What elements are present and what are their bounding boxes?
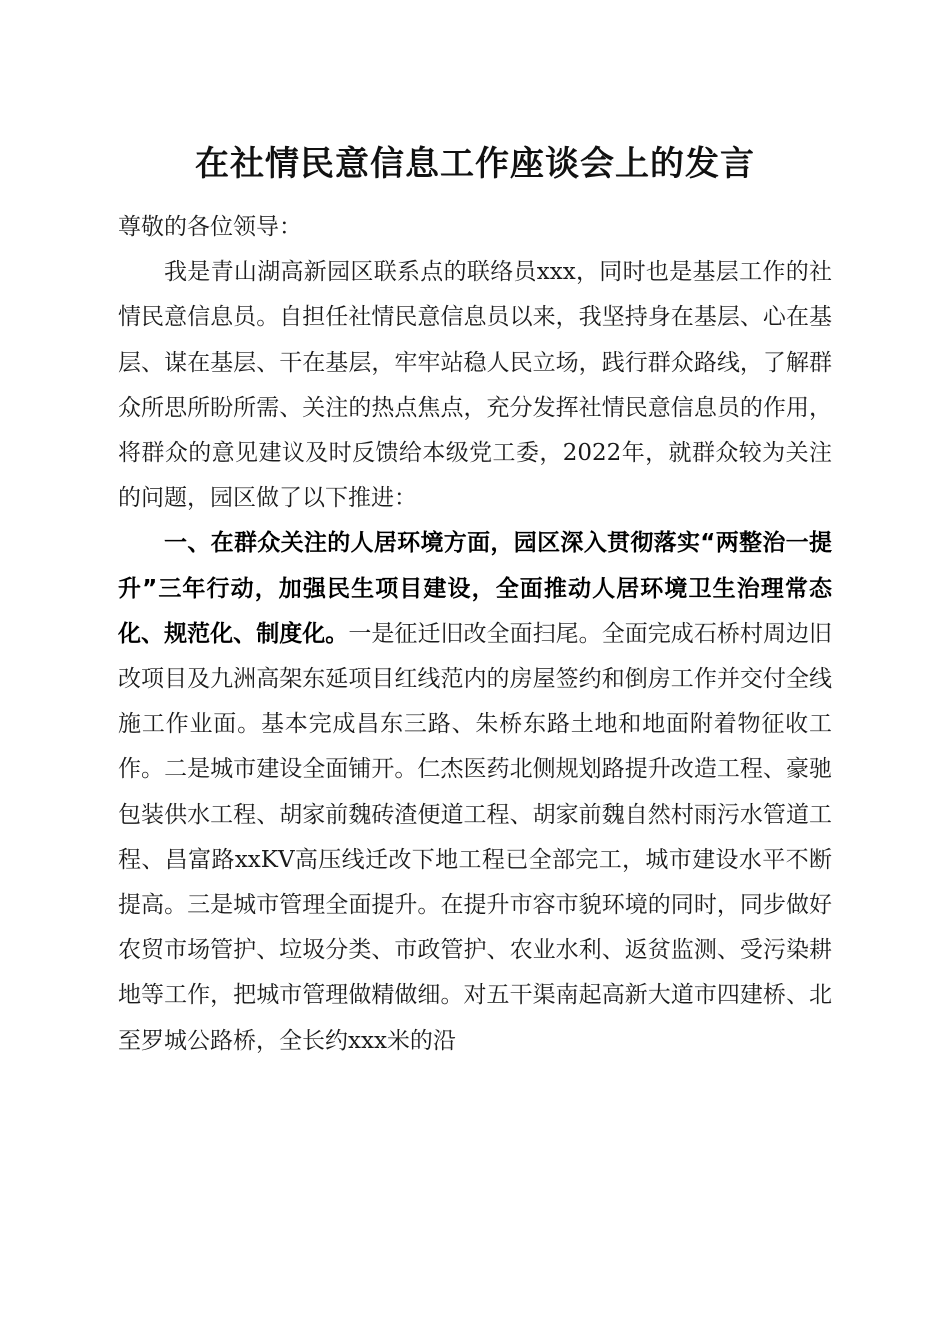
section-1-heading: 一、在群众关注的人居环境方面，园区深入贯彻落实“两整治一提升”三年行动，加强民生项目建设，全面推动人居环境卫生治理常态化、规范化、制度化。 (118, 530, 832, 647)
section-1-body: 一是征迁旧改全面扫尾。全面完成石桥村周边旧改项目及九洲高架东延项目红线范内的房屋签约和倒房工作并交付全线施工作业面。基本完成昌东三路、朱桥东路土地和地面附着物征收工作。二是城市建设全面铺开。仁杰医药北侧规划路提升改造工程、豪驰包装供水工程、胡家前魏砖渣便道工程、胡家前魏自然村雨污水管道工程、昌富路xxKV高压线迁改下地工程已全部完工，城市建设水平不断提高。三是城市管理全面提升。在提升市容市貌环境的同时，同步做好农贸市场管护、垃圾分类、市政管护、农业水利、返贫监测、受污染耕地等工作，把城市管理做精做细。对五干渠南起高新大道市四建桥、北至罗城公路桥，全长约xxx米的沿 (118, 620, 833, 1054)
paragraph-intro: 我是青山湖高新园区联系点的联络员xxx，同时也是基层工作的社情民意信息员。自担任社情民意信息员以来，我坚持身在基层、心在基层、谋在基层、干在基层，牢牢站稳人民立场，践行群众路线，了解群众所思所盼所需、关注的热点焦点，充分发挥社情民意信息员的作用，将群众的意见建议及时反馈给本级党工委，2022年，就群众较为关注的问题，园区做了以下推进： (118, 259, 832, 512)
document-body (118, 205, 832, 1064)
paragraph-section-1 (118, 521, 832, 1063)
document-title: 在社情民意信息工作座谈会上的发言 (195, 144, 755, 184)
salutation: 尊敬的各位领导： (118, 214, 302, 240)
